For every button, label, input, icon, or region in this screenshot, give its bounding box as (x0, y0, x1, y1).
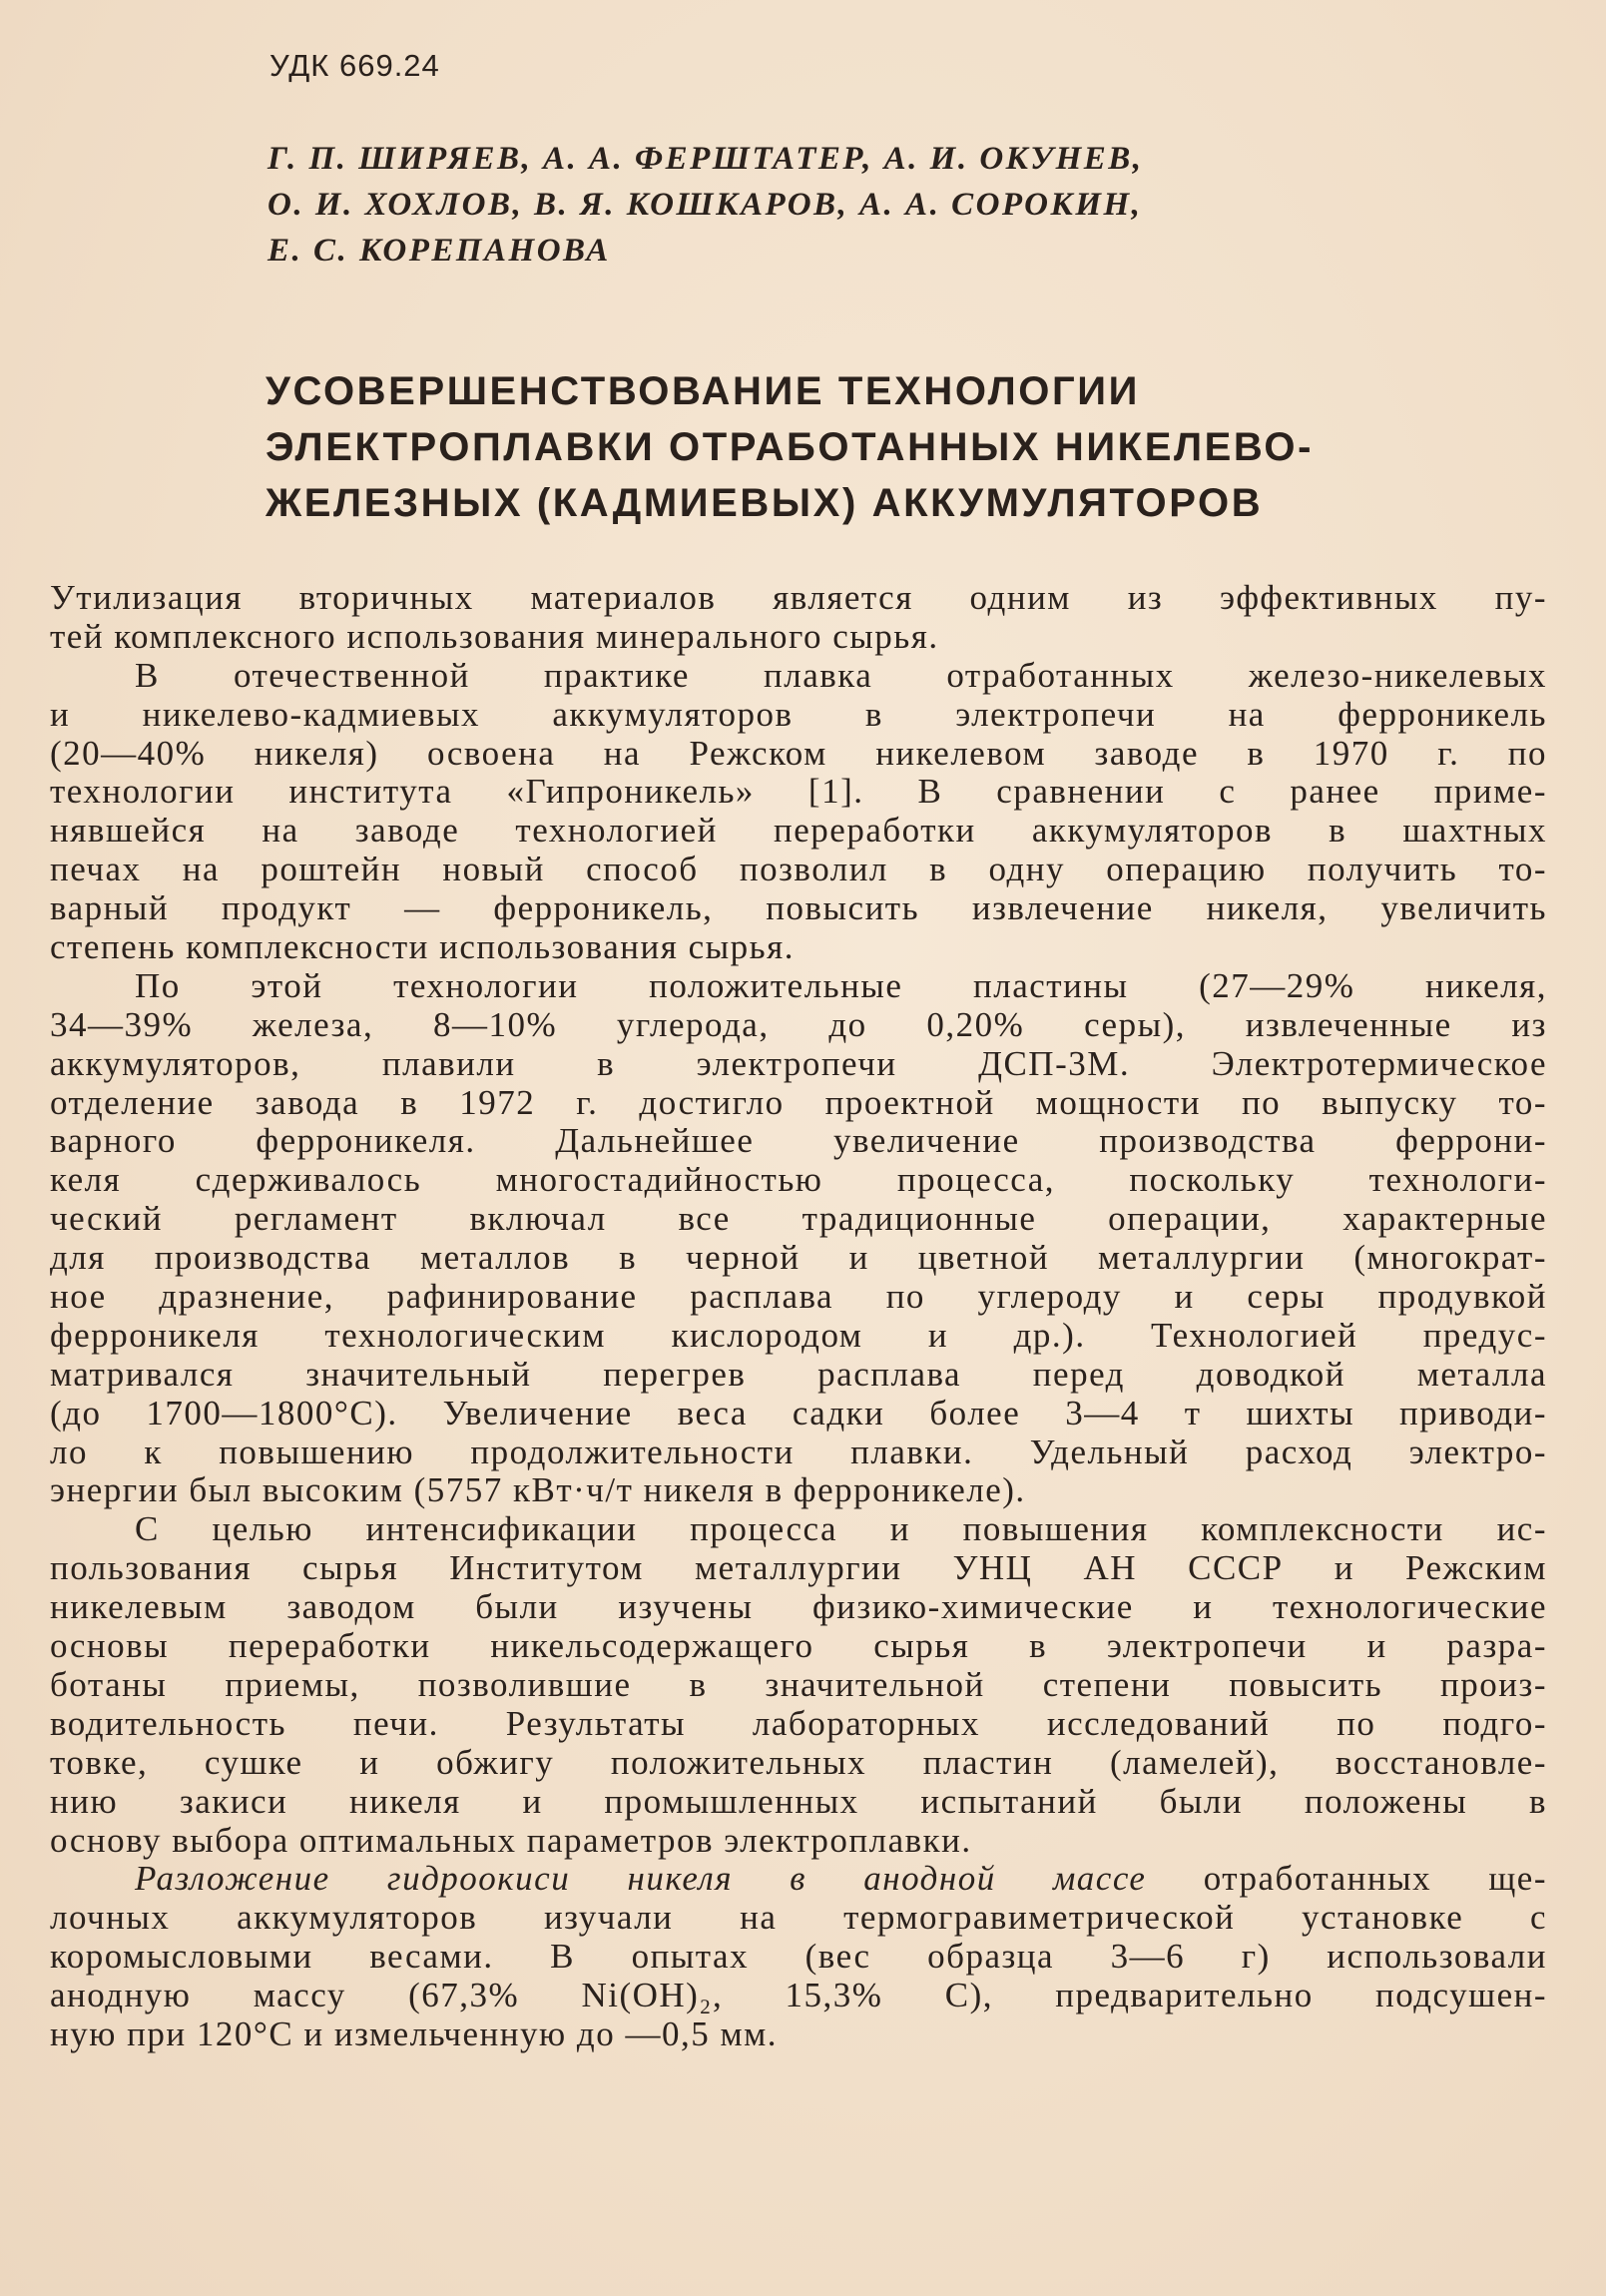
text-line: ческий регламент включал все традиционные операции, характерные (50, 1199, 1547, 1239)
text-line: тей комплексного использования минерального сырья. (50, 616, 939, 656)
author-line: Г. П. ШИРЯЕВ, А. А. ФЕРШТАТЕР, А. И. ОКУНЕВ, (268, 141, 1144, 177)
text-line (50, 1860, 1547, 1899)
text-line: и никелево-кадмиевых аккумуляторов в электропечи на ферроникель (50, 694, 1547, 734)
text-line: технологии института «Гипроникель» [1]. В сравнении с ранее приме- (50, 772, 1547, 812)
udc-code: УДК 669.24 (269, 48, 440, 83)
text-line: товке, сушке и обжигу положительных пластин (ламелей), восстановле- (50, 1742, 1547, 1782)
text-line: пользования сырья Институтом металлургии УНЦ АН СССР и Режским (50, 1548, 1547, 1588)
text-line: основу выбора оптимальных параметров электроплавки. (50, 1820, 972, 1860)
text-line: энергии был высоким (5757 кВт·ч/т никеля в ферроникеле). (50, 1470, 1026, 1510)
article-title (266, 363, 1463, 531)
text-line: варного ферроникеля. Дальнейшее увеличение производства феррони- (50, 1121, 1547, 1161)
text-line: (до 1700—1800°С). Увеличение веса садки более 3—4 т шихты приводи- (50, 1393, 1547, 1433)
text-line: для производства металлов в черной и цветной металлургии (многократ- (50, 1238, 1547, 1278)
text-line: ло к повышению продолжительности плавки. Удельный расход электро- (50, 1432, 1547, 1471)
text-line: Утилизация вторичных материалов является одним из эффективных пу- (50, 578, 1547, 617)
author-line: Е. С. КОРЕПАНОВА (268, 233, 611, 269)
text-line: ферроникеля технологическим кислородом и др.). Технологией предус- (50, 1315, 1547, 1355)
author-line: О. И. ХОХЛОВ, В. Я. КОШКАРОВ, А. А. СОРОКИН, (268, 187, 1143, 223)
text-line: 34—39% железа, 8—10% углерода, до 0,20% серы), извлеченные из (50, 1004, 1547, 1044)
text-line: В отечественной практике плавка отработанных железо-никелевых (135, 655, 1547, 695)
text-line: степень комплексности использования сырья. (50, 927, 795, 967)
text-line: (20—40% никеля) освоена на Режском никелевом заводе в 1970 г. по (50, 733, 1547, 773)
text-line: нию закиси никеля и промышленных испытаний были положены в (50, 1781, 1547, 1821)
text-line: анодную массу (67,3% Ni(OH)₂, 15,3% С), предварительно подсушен- (50, 1976, 1547, 2015)
text-line: водительность печи. Результаты лабораторных исследований по подго- (50, 1703, 1547, 1743)
title-line: УСОВЕРШЕНСТВОВАНИЕ ТЕХНОЛОГИИ (266, 369, 1140, 413)
text-line: ное дразнение, рафинирование расплава по углероду и серы продувкой (50, 1277, 1547, 1317)
text-line: варный продукт — ферроникель, повысить извлечение никеля, увеличить (50, 888, 1547, 928)
text-line: келя сдерживалось многостадийностью процесса, поскольку технологи- (50, 1160, 1547, 1200)
article-body (50, 579, 1547, 2054)
text-line: никелевым заводом были изучены физико-химические и технологические (50, 1587, 1547, 1627)
title-line: ЖЕЛЕЗНЫХ (КАДМИЕВЫХ) АККУМУЛЯТОРОВ (266, 481, 1264, 525)
text-line: По этой технологии положительные пластины (27—29% никеля, (135, 965, 1547, 1005)
text-line: отделение завода в 1972 г. достигло проектной мощности по выпуску то- (50, 1082, 1547, 1122)
title-line: ЭЛЕКТРОПЛАВКИ ОТРАБОТАННЫХ НИКЕЛЕВО- (266, 425, 1315, 469)
text-line: лочных аккумуляторов изучали на термогравиметрической установке с (50, 1898, 1547, 1938)
italic-run: Разложение гидроокиси никеля в анодной массе (135, 1859, 1147, 1899)
author-list (268, 136, 1415, 274)
text-line: коромысловыми весами. В опытах (вес образца 3—6 г) использовали (50, 1937, 1547, 1977)
text-run: отработанных ще- (1203, 1859, 1547, 1899)
text-line: основы переработки никельсодержащего сырья в электропечи и разра- (50, 1626, 1547, 1666)
text-line: ную при 120°С и измельченную до —0,5 мм. (50, 2013, 779, 2053)
text-line: нявшейся на заводе технологией переработки аккумуляторов в шахтных (50, 811, 1547, 851)
text-line: ботаны приемы, позволившие в значительной степени повысить произ- (50, 1664, 1547, 1704)
text-line: матривался значительный перегрев расплава перед доводкой металла (50, 1354, 1547, 1394)
text-line: аккумуляторов, плавили в электропечи ДСП-3М. Электротермическое (50, 1043, 1547, 1083)
text-line: печах на роштейн новый способ позволил в одну операцию получить то- (50, 850, 1547, 889)
text-line: С целью интенсификации процесса и повышения комплексности ис- (135, 1509, 1547, 1549)
